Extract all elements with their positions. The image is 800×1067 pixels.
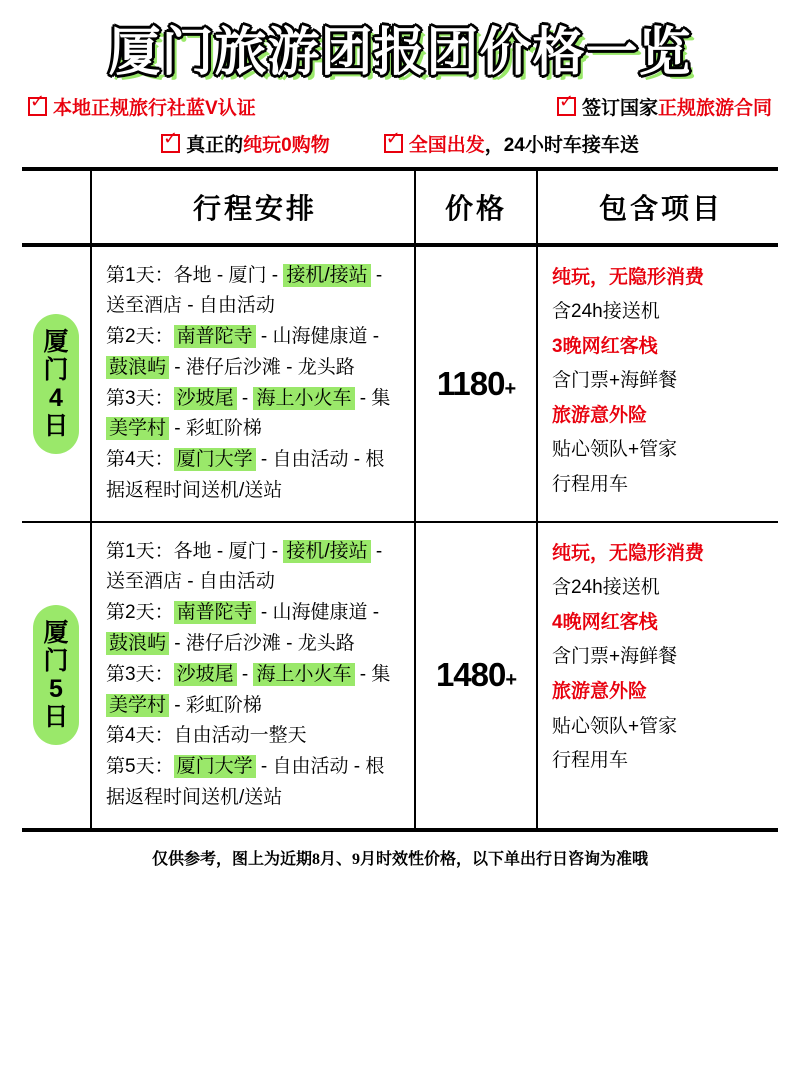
itinerary-line — [106, 353, 404, 384]
included-item: 行程用车 — [552, 750, 629, 772]
itinerary-line — [106, 752, 404, 783]
included-item: 旅游意外险 — [552, 681, 648, 703]
itinerary-text: 第1天：各地 - 厦门 - — [106, 540, 284, 562]
badge-no-shopping-pre: 真正的 — [186, 134, 244, 156]
itinerary-line — [106, 414, 404, 445]
itinerary-highlight: 鼓浪屿 — [106, 356, 169, 379]
itinerary-text: - 山海健康道 - — [255, 602, 380, 624]
itinerary-highlight: 接机/接站 — [283, 264, 370, 287]
itinerary-highlight: 南普陀寺 — [174, 601, 256, 624]
itinerary-text: - 集 — [354, 663, 391, 685]
price-value — [436, 656, 516, 694]
included-item: 含门票+海鲜餐 — [552, 646, 678, 668]
table-row — [22, 523, 778, 828]
itinerary-text: 第1天：各地 - 厦门 - — [106, 264, 284, 286]
included-item: 纯玩，无隐形消费 — [552, 266, 705, 288]
itinerary-text: - 港仔后沙滩 - 龙头路 — [169, 356, 355, 378]
checkbox-icon — [28, 97, 47, 116]
title-container — [22, 23, 778, 83]
itinerary-text: 第3天： — [106, 387, 174, 409]
itinerary-text: - — [370, 264, 383, 286]
itinerary-line — [106, 261, 404, 292]
price-table — [22, 167, 778, 832]
itinerary-line — [106, 322, 404, 353]
included-item: 含24h接送机 — [552, 577, 660, 599]
itinerary-highlight: 厦门大学 — [174, 755, 256, 778]
itinerary-highlight: 南普陀寺 — [174, 325, 256, 348]
table-header-row — [22, 171, 778, 247]
checkbox-icon — [384, 134, 403, 153]
badge-local-agency-pre: 本地正规旅行社 — [53, 97, 187, 119]
badge-row-1 — [22, 93, 778, 120]
badge-local-agency — [28, 93, 256, 120]
row-label-cell — [22, 247, 92, 521]
itinerary-cell — [92, 247, 416, 521]
included-item: 3晚网红客栈 — [552, 335, 658, 357]
itinerary-text: - 港仔后沙滩 - 龙头路 — [169, 633, 355, 655]
badge-contract — [557, 93, 772, 120]
itinerary-line — [106, 567, 404, 598]
table-row — [22, 247, 778, 523]
header-included: 包含项目 — [598, 192, 723, 224]
included-item: 行程用车 — [552, 474, 629, 496]
included-item: 4晚网红客栈 — [552, 611, 658, 633]
itinerary-line — [106, 445, 404, 476]
itinerary-text: 送至酒店 - 自由活动 — [106, 295, 275, 317]
header-label-cell — [22, 171, 92, 243]
footer-note: 仅供参考，图上为近期8月、9月时效性价格，以下单出行日咨询为准哦 — [151, 850, 648, 868]
badge-list — [22, 93, 778, 157]
badge-no-shopping-hl: 纯玩0购物 — [243, 134, 330, 156]
itinerary-highlight: 沙坡尾 — [174, 387, 237, 410]
itinerary-line — [106, 783, 404, 814]
itinerary-highlight: 美学村 — [106, 694, 169, 717]
price-suffix: + — [504, 377, 516, 400]
price-cell — [416, 247, 538, 521]
itinerary-line — [106, 598, 404, 629]
badge-nationwide-hl: 全国出发 — [408, 134, 485, 156]
badge-no-shopping — [161, 130, 330, 157]
price-value — [437, 365, 515, 403]
itinerary-line — [106, 691, 404, 722]
checkbox-icon — [161, 134, 180, 153]
itinerary-highlight: 接机/接站 — [283, 540, 370, 563]
itinerary-text: 送至酒店 - 自由活动 — [106, 571, 275, 593]
itinerary-text: 第5天： — [106, 756, 174, 778]
itinerary-text: - 山海健康道 - — [255, 326, 380, 348]
itinerary-text: - — [236, 663, 254, 685]
badge-nationwide-departure — [384, 130, 639, 157]
itinerary-line — [106, 476, 404, 507]
package-label: 厦门5日 — [33, 605, 79, 745]
itinerary-line — [106, 384, 404, 415]
itinerary-text: - 自由活动 - 根 — [255, 449, 385, 471]
itinerary-highlight: 海上小火车 — [253, 663, 354, 686]
itinerary-highlight: 美学村 — [106, 417, 169, 440]
included-item: 贴心领队+管家 — [552, 715, 678, 737]
itinerary-text: 据返程时间送机/送站 — [106, 786, 283, 808]
itinerary-text: - 彩虹阶梯 — [169, 418, 262, 440]
itinerary-line — [106, 291, 404, 322]
itinerary-line — [106, 537, 404, 568]
badge-contract-pre: 签订国家 — [581, 97, 658, 119]
price-number: 1480 — [435, 656, 506, 694]
itinerary-text: 第2天： — [106, 326, 174, 348]
header-price: 价格 — [416, 171, 538, 243]
included-item: 含24h接送机 — [552, 301, 660, 323]
itinerary-text: - 彩虹阶梯 — [169, 694, 262, 716]
row-label-cell — [22, 523, 92, 828]
price-suffix: + — [505, 669, 517, 692]
checkbox-icon — [557, 97, 576, 116]
badge-row-2 — [22, 130, 778, 157]
included-item: 纯玩，无隐形消费 — [552, 542, 705, 564]
itinerary-highlight: 沙坡尾 — [174, 663, 237, 686]
itinerary-text: 第3天： — [106, 663, 174, 685]
package-label: 厦门4日 — [33, 314, 79, 454]
itinerary-highlight: 海上小火车 — [253, 387, 354, 410]
itinerary-text: 第4天：自由活动一整天 — [106, 725, 307, 747]
itinerary-text: - — [370, 540, 383, 562]
itinerary-text: - 自由活动 - 根 — [255, 756, 385, 778]
itinerary-text: 第4天： — [106, 449, 174, 471]
included-item: 旅游意外险 — [552, 404, 648, 426]
included-item: 贴心领队+管家 — [552, 439, 678, 461]
included-cell — [538, 247, 778, 521]
itinerary-highlight: 厦门大学 — [174, 448, 256, 471]
itinerary-text: 据返程时间送机/送站 — [106, 479, 283, 501]
itinerary-text: - — [236, 387, 254, 409]
itinerary-line — [106, 660, 404, 691]
included-item: 含门票+海鲜餐 — [552, 370, 678, 392]
itinerary-line — [106, 721, 404, 752]
included-cell — [538, 523, 778, 828]
itinerary-line — [106, 629, 404, 660]
itinerary-text: 第2天： — [106, 602, 174, 624]
badge-contract-hl: 正规旅游合同 — [657, 97, 772, 119]
price-cell — [416, 523, 538, 828]
badge-nationwide-post: ，24小时车接车送 — [484, 134, 639, 156]
page-title: 厦门旅游团报团价格一览 — [108, 23, 692, 83]
itinerary-cell — [92, 523, 416, 828]
itinerary-highlight: 鼓浪屿 — [106, 632, 169, 655]
price-number: 1180 — [436, 364, 505, 402]
badge-local-agency-hl: 蓝V认证 — [186, 97, 256, 119]
header-itinerary: 行程安排 — [92, 171, 416, 243]
itinerary-text: - 集 — [354, 387, 391, 409]
